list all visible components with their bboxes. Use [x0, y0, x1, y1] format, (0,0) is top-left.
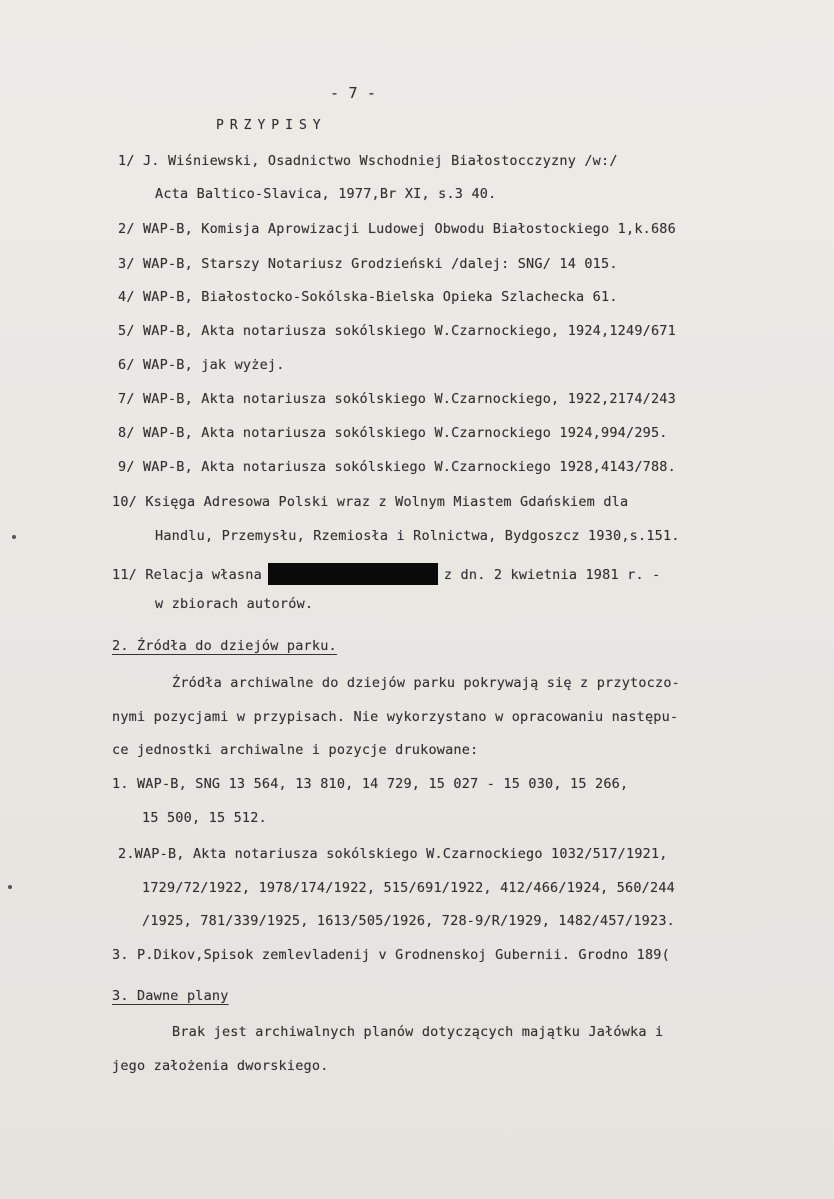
scan-speck: [12, 535, 16, 539]
section-2-para-line-1: Źródła archiwalne do dziejów parku pokrywają się z przytoczo-: [172, 675, 680, 691]
source-item-1-line-1: 1. WAP-B, SNG 13 564, 13 810, 14 729, 15 027 - 15 030, 15 266,: [112, 776, 629, 792]
footnote-5: 5/ WAP-B, Akta notariusza sokólskiego W.Czarnockiego, 1924,1249/671: [118, 323, 676, 339]
page-title: PRZYPISY: [216, 118, 327, 133]
section-3-para-line-2: jego założenia dworskiego.: [112, 1058, 329, 1074]
footnote-10-line-2: Handlu, Przemysłu, Rzemiosła i Rolnictwa, Bydgoszcz 1930,s.151.: [155, 528, 680, 544]
section-2-heading: 2. Źródła do dziejów parku.: [112, 638, 337, 654]
scan-speck: [8, 885, 12, 889]
footnote-1-line-2: Acta Baltico-Slavica, 1977,Br XI, s.3 40.: [155, 186, 497, 202]
footnote-11-line-2: w zbiorach autorów.: [155, 596, 314, 612]
source-item-1-line-2: 15 500, 15 512.: [142, 810, 267, 826]
source-item-2-line-3: /1925, 781/339/1925, 1613/505/1926, 728-9/R/1929, 1482/457/1923.: [142, 913, 675, 929]
footnote-10-line-1: 10/ Księga Adresowa Polski wraz z Wolnym Miastem Gdańskiem dla: [112, 494, 629, 510]
footnote-7: 7/ WAP-B, Akta notariusza sokólskiego W.Czarnockiego, 1922,2174/243: [118, 391, 676, 407]
footnote-6: 6/ WAP-B, jak wyżej.: [118, 357, 285, 373]
footnote-9: 9/ WAP-B, Akta notariusza sokólskiego W.Czarnockiego 1928,4143/788.: [118, 459, 676, 475]
footnote-8: 8/ WAP-B, Akta notariusza sokólskiego W.Czarnockiego 1924,994/295.: [118, 425, 668, 441]
section-3-para-line-1: Brak jest archiwalnych planów dotyczących majątku Jałówka i: [172, 1024, 664, 1040]
redaction-bar: [268, 563, 438, 585]
source-item-2-line-2: 1729/72/1922, 1978/174/1922, 515/691/1922, 412/466/1924, 560/244: [142, 880, 675, 896]
page-number: - 7 -: [330, 84, 377, 102]
footnote-4: 4/ WAP-B, Białostocko-Sokólska-Bielska Opieka Szlachecka 61.: [118, 289, 618, 305]
footnote-2: 2/ WAP-B, Komisja Aprowizacji Ludowej Obwodu Białostockiego 1,k.686: [118, 221, 676, 237]
footnote-11-line-1: 11/ Relacja własna z dn. 2 kwietnia 1981 r. -: [112, 563, 660, 585]
source-item-3: 3. P.Dikov,Spisok zemlevladenij v Grodnenskoj Gubernii. Grodno 189(: [112, 947, 670, 963]
footnote-3: 3/ WAP-B, Starszy Notariusz Grodzieński /dalej: SNG/ 14 015.: [118, 256, 618, 272]
footnote-1-line-1: 1/ J. Wiśniewski, Osadnictwo Wschodniej Białostocczyzny /w:/: [118, 153, 618, 169]
section-3-heading: 3. Dawne plany: [112, 988, 229, 1004]
source-item-2-line-1: 2.WAP-B, Akta notariusza sokólskiego W.Czarnockiego 1032/517/1921,: [118, 846, 668, 862]
section-2-para-line-3: ce jednostki archiwalne i pozycje drukowane:: [112, 742, 479, 758]
section-2-para-line-2: nymi pozycjami w przypisach. Nie wykorzystano w opracowaniu następu-: [112, 709, 679, 725]
